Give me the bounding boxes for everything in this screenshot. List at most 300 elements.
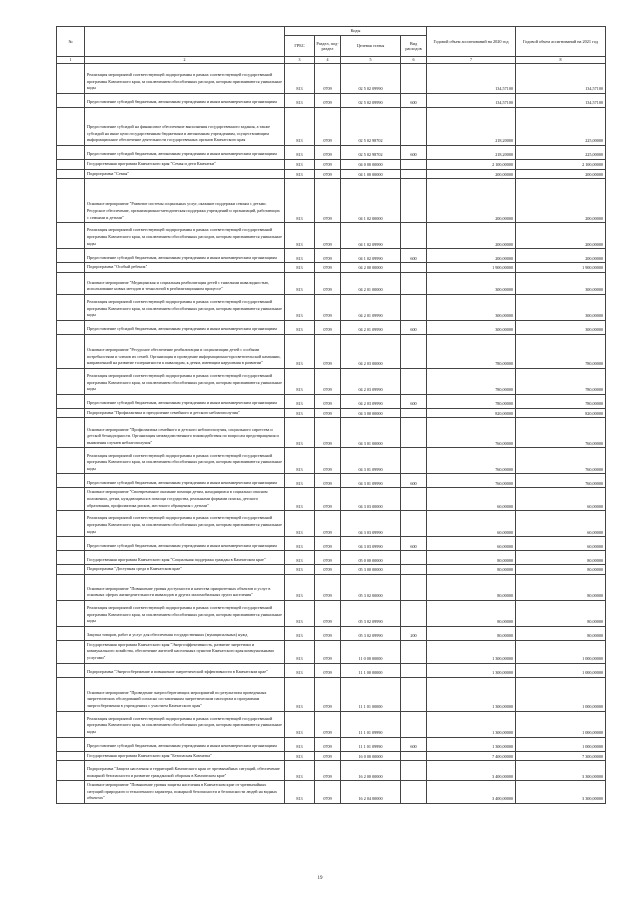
row-section: 0709 xyxy=(315,108,341,146)
row-number xyxy=(57,677,85,711)
row-vid: 600 xyxy=(401,320,427,334)
row-vid: 600 xyxy=(401,394,427,408)
row-section: 0709 xyxy=(315,146,341,160)
row-sum-2020: 134,57100 xyxy=(427,64,516,94)
row-name: Основное мероприятие "Своевременное оказание помощи детям, находящимся в социально опасном положении, детям, нуждающимся в помощи государства, реальными формами поиска, детского образования, профилактика рисков, жестокого обращения с детьми" xyxy=(85,488,285,511)
row-grbs: 813 xyxy=(285,294,315,320)
row-sum-2020: 80,00000 xyxy=(427,574,516,600)
table-row xyxy=(57,781,606,804)
table-row xyxy=(57,108,606,146)
row-grbs: 813 xyxy=(285,223,315,249)
row-article: 04 1 02 09990 xyxy=(341,249,401,263)
column-number: 1 xyxy=(57,57,85,64)
column-number: 6 xyxy=(401,57,427,64)
row-sum-2021: 200,00000 xyxy=(516,179,606,223)
row-article: 04 2 01 09990 xyxy=(341,294,401,320)
row-sum-2020: 80,00000 xyxy=(427,600,516,626)
table-row xyxy=(57,294,606,320)
row-section: 0709 xyxy=(315,551,341,565)
row-article: 05 0 00 00000 xyxy=(341,551,401,565)
row-article: 05 3 02 00000 xyxy=(341,574,401,600)
row-vid: 600 xyxy=(401,737,427,751)
row-vid xyxy=(401,169,427,179)
row-name: Государственная программа Камчатского края "Безопасная Камчатка" xyxy=(85,751,285,761)
row-number xyxy=(57,169,85,179)
row-article: 04 3 01 09990 xyxy=(341,448,401,474)
row-section: 0709 xyxy=(315,751,341,761)
row-number xyxy=(57,408,85,418)
row-name: Реализация мероприятий соответствующей подпрограммы в рамках соответствующей государственной программы Камчатского края, за исключением обособленных расходов, которым присваиваются уникальные коды xyxy=(85,511,285,537)
row-number xyxy=(57,179,85,223)
table-row xyxy=(57,551,606,565)
header-sum-2021: Годовой объем ассигнований на 2021 год xyxy=(516,27,606,57)
row-number xyxy=(57,418,85,448)
row-article: 11 1 00 00000 xyxy=(341,663,401,677)
row-vid xyxy=(401,663,427,677)
row-number xyxy=(57,751,85,761)
table-row xyxy=(57,272,606,294)
row-article: 04 3 03 09990 xyxy=(341,511,401,537)
row-name: Реализация мероприятий соответствующей подпрограммы в рамках соответствующей государственной программы Камчатского края, за исключением обособленных расходов, которым присваиваются уникальные коды xyxy=(85,223,285,249)
row-number xyxy=(57,737,85,751)
row-grbs: 813 xyxy=(285,640,315,663)
row-name: Реализация мероприятий соответствующей подпрограммы в рамках соответствующей государственной программы Камчатского края, за исключением обособленных расходов, которым присваиваются уникальные коды xyxy=(85,368,285,394)
row-section: 0709 xyxy=(315,334,341,368)
row-grbs: 813 xyxy=(285,408,315,418)
table-row xyxy=(57,565,606,575)
row-article: 11 0 00 00000 xyxy=(341,640,401,663)
row-sum-2021: 80,00000 xyxy=(516,600,606,626)
row-article: 16 2 00 00000 xyxy=(341,761,401,781)
table-row xyxy=(57,408,606,418)
row-sum-2021: 1 000,00000 xyxy=(516,711,606,737)
row-vid xyxy=(401,781,427,804)
row-sum-2021: 760,00000 xyxy=(516,474,606,488)
table-row xyxy=(57,179,606,223)
table-row xyxy=(57,488,606,511)
row-grbs: 813 xyxy=(285,761,315,781)
table-row xyxy=(57,474,606,488)
row-sum-2020: 60,00000 xyxy=(427,511,516,537)
row-number xyxy=(57,663,85,677)
row-vid xyxy=(401,160,427,170)
row-vid xyxy=(401,418,427,448)
row-sum-2020: 7 400,00000 xyxy=(427,751,516,761)
row-section: 0709 xyxy=(315,368,341,394)
row-article: 04 2 03 09990 xyxy=(341,394,401,408)
row-grbs: 813 xyxy=(285,368,315,394)
row-name: Основное мероприятие "Повышение уровня защиты населения в Камчатском крае от чрезвычайных ситуаций природного и техногенного характера, пожарной безопасности и безопасности людей на водных объектах" xyxy=(85,781,285,804)
row-name: Основное мероприятие "Развитие системы социальных услуг, оказание поддержки семьям с детьми. Ресурсное обеспечение, организационно-методическая поддержка учреждений и организаций, работающих с семьями и детьми" xyxy=(85,179,285,223)
row-sum-2021: 1 000,00000 xyxy=(516,737,606,751)
row-number xyxy=(57,263,85,273)
row-sum-2021: 225,00000 xyxy=(516,146,606,160)
table-row xyxy=(57,169,606,179)
row-sum-2020: 3 400,00000 xyxy=(427,761,516,781)
row-name: Реализация мероприятий соответствующей подпрограммы в рамках соответствующей государственной программы Камчатского края, за исключением обособленных расходов, которым присваиваются уникальные коды xyxy=(85,711,285,737)
table-row xyxy=(57,263,606,273)
row-article: 04 3 03 00000 xyxy=(341,488,401,511)
row-sum-2021: 134,57100 xyxy=(516,94,606,108)
row-grbs: 813 xyxy=(285,737,315,751)
row-sum-2020: 300,00000 xyxy=(427,272,516,294)
header-grbs: ГРБС xyxy=(285,36,315,57)
row-vid xyxy=(401,677,427,711)
table-row xyxy=(57,223,606,249)
row-grbs: 813 xyxy=(285,179,315,223)
row-grbs: 813 xyxy=(285,600,315,626)
row-grbs: 813 xyxy=(285,108,315,146)
row-number xyxy=(57,368,85,394)
row-vid xyxy=(401,179,427,223)
row-number xyxy=(57,640,85,663)
table-row xyxy=(57,761,606,781)
row-article: 11 1 01 00000 xyxy=(341,677,401,711)
row-sum-2020: 200,00000 xyxy=(427,249,516,263)
row-name: Государственная программа Камчатского края "Энергоэффективность, развитие энергетики и коммунального хозяйства, обеспечение жителей населенных пунктов Камчатского края коммунальными услугами" xyxy=(85,640,285,663)
row-vid xyxy=(401,574,427,600)
row-grbs: 813 xyxy=(285,448,315,474)
row-grbs: 813 xyxy=(285,565,315,575)
row-number xyxy=(57,711,85,737)
table-row xyxy=(57,751,606,761)
row-sum-2020: 760,00000 xyxy=(427,474,516,488)
row-sum-2021: 1 000,00000 xyxy=(516,677,606,711)
row-number xyxy=(57,64,85,94)
row-vid xyxy=(401,294,427,320)
row-article: 16 2 04 00000 xyxy=(341,781,401,804)
row-name: Предоставление субсидий на финансовое обеспечение выполнения государственного задания, а также субсидий на иные цели государственным бюджетным и автономным учреждениям, осуществляющим информационное обеспечение деятельности государственных органов Камчатского края xyxy=(85,108,285,146)
budget-table-sheet xyxy=(56,26,605,804)
row-article: 02 5 02 98702 xyxy=(341,146,401,160)
row-number xyxy=(57,511,85,537)
table-row xyxy=(57,94,606,108)
row-vid: 600 xyxy=(401,146,427,160)
budget-table xyxy=(56,26,606,804)
row-article: 04 1 02 00000 xyxy=(341,179,401,223)
row-sum-2021: 225,00000 xyxy=(516,108,606,146)
row-article: 04 3 01 09990 xyxy=(341,474,401,488)
row-sum-2021: 1 000,00000 xyxy=(516,640,606,663)
row-section: 0709 xyxy=(315,781,341,804)
row-name: Государственная программа Камчатского края "Социальная поддержка граждан в Камчатском крае" xyxy=(85,551,285,565)
row-sum-2020: 134,57100 xyxy=(427,94,516,108)
row-section: 0709 xyxy=(315,640,341,663)
header-name xyxy=(85,27,285,57)
row-article: 04 3 01 00000 xyxy=(341,418,401,448)
row-sum-2020: 1 300,00000 xyxy=(427,663,516,677)
row-article: 11 1 01 09990 xyxy=(341,711,401,737)
row-sum-2020: 820,00000 xyxy=(427,408,516,418)
header-article: Целевая статья xyxy=(341,36,401,57)
row-sum-2021: 200,00000 xyxy=(516,249,606,263)
row-sum-2021: 80,00000 xyxy=(516,626,606,640)
row-vid xyxy=(401,448,427,474)
row-sum-2020: 200,00000 xyxy=(427,179,516,223)
row-sum-2020: 2 100,00000 xyxy=(427,160,516,170)
row-sum-2021: 3 300,00000 xyxy=(516,781,606,804)
row-sum-2020: 1 300,00000 xyxy=(427,737,516,751)
row-article: 04 1 00 00000 xyxy=(341,169,401,179)
row-sum-2020: 300,00000 xyxy=(427,294,516,320)
row-grbs: 813 xyxy=(285,574,315,600)
row-number xyxy=(57,565,85,575)
row-sum-2020: 60,00000 xyxy=(427,537,516,551)
row-name: Предоставление субсидий бюджетным, автономным учреждениям и иным некоммерческим организациям xyxy=(85,94,285,108)
row-number xyxy=(57,448,85,474)
row-vid xyxy=(401,408,427,418)
row-name: Предоставление субсидий бюджетным, автономным учреждениям и иным некоммерческим организациям xyxy=(85,474,285,488)
row-sum-2021: 60,00000 xyxy=(516,511,606,537)
row-name: Подпрограмма "Защита населения и территорий Камчатского края от чрезвычайных ситуаций, обеспечение пожарной безопасности и развитие гражданской обороны в Камчатском крае" xyxy=(85,761,285,781)
row-sum-2021: 760,00000 xyxy=(516,418,606,448)
row-section: 0709 xyxy=(315,448,341,474)
row-name: Предоставление субсидий бюджетным, автономным учреждениям и иным некоммерческим организациям xyxy=(85,394,285,408)
row-number xyxy=(57,574,85,600)
row-vid xyxy=(401,263,427,273)
row-name: Закупка товаров, работ и услуг для обеспечения государственных (муниципальных) нужд xyxy=(85,626,285,640)
column-number: 7 xyxy=(427,57,516,64)
column-number: 5 xyxy=(341,57,401,64)
row-vid xyxy=(401,223,427,249)
row-sum-2021: 200,00000 xyxy=(516,169,606,179)
row-vid xyxy=(401,334,427,368)
row-sum-2020: 1 900,00000 xyxy=(427,263,516,273)
row-vid: 600 xyxy=(401,537,427,551)
table-row xyxy=(57,394,606,408)
table-row xyxy=(57,146,606,160)
row-number xyxy=(57,223,85,249)
row-sum-2021: 820,00000 xyxy=(516,408,606,418)
row-article: 02 5 02 09990 xyxy=(341,64,401,94)
row-grbs: 813 xyxy=(285,677,315,711)
row-vid xyxy=(401,272,427,294)
row-article: 11 1 01 09990 xyxy=(341,737,401,751)
row-sum-2021: 300,00000 xyxy=(516,294,606,320)
table-row xyxy=(57,448,606,474)
row-section: 0709 xyxy=(315,626,341,640)
row-sum-2021: 780,00000 xyxy=(516,368,606,394)
row-sum-2021: 60,00000 xyxy=(516,488,606,511)
row-article: 04 0 00 00000 xyxy=(341,160,401,170)
row-sum-2020: 780,00000 xyxy=(427,394,516,408)
row-section: 0709 xyxy=(315,408,341,418)
row-number xyxy=(57,249,85,263)
row-name: Предоставление субсидий бюджетным, автономным учреждениям и иным некоммерческим организациям xyxy=(85,146,285,160)
header-sum-2020: Годовой объем ассигнований на 2020 год xyxy=(427,27,516,57)
row-sum-2021: 780,00000 xyxy=(516,334,606,368)
table-row xyxy=(57,574,606,600)
table-row xyxy=(57,640,606,663)
table-row xyxy=(57,511,606,537)
table-row xyxy=(57,334,606,368)
row-sum-2021: 300,00000 xyxy=(516,320,606,334)
row-vid: 600 xyxy=(401,94,427,108)
row-vid: 600 xyxy=(401,249,427,263)
row-name: Реализация мероприятий соответствующей подпрограммы в рамках соответствующей государственной программы Камчатского края, за исключением обособленных расходов, которым присваиваются уникальные коды xyxy=(85,64,285,94)
row-grbs: 813 xyxy=(285,394,315,408)
row-name: Основное мероприятие "Повышение уровня доступности и качества приоритетных объектов и услуг в основных сферах жизнедеятельности инвалидов и других маломобильных групп населения" xyxy=(85,574,285,600)
table-row xyxy=(57,160,606,170)
row-article: 16 0 00 00000 xyxy=(341,751,401,761)
row-number xyxy=(57,334,85,368)
row-article: 04 1 02 09990 xyxy=(341,223,401,249)
header-vid: Вид расходов xyxy=(401,36,427,57)
row-sum-2020: 60,00000 xyxy=(427,488,516,511)
row-sum-2020: 1 300,00000 xyxy=(427,711,516,737)
row-number xyxy=(57,94,85,108)
row-name: Подпрограмма "Энергосбережение и повышение энергетической эффективности в Камчатском крае" xyxy=(85,663,285,677)
row-sum-2020: 300,00000 xyxy=(427,320,516,334)
row-section: 0709 xyxy=(315,64,341,94)
row-grbs: 813 xyxy=(285,64,315,94)
row-section: 0709 xyxy=(315,537,341,551)
row-article: 05 3 02 09990 xyxy=(341,626,401,640)
row-name: Подпрограмма "Семья" xyxy=(85,169,285,179)
row-vid xyxy=(401,551,427,565)
row-section: 0709 xyxy=(315,677,341,711)
row-sum-2021: 3 300,00000 xyxy=(516,761,606,781)
row-grbs: 813 xyxy=(285,663,315,677)
row-vid xyxy=(401,108,427,146)
row-number xyxy=(57,488,85,511)
row-sum-2020: 780,00000 xyxy=(427,334,516,368)
row-name: Основное мероприятие "Ресурсное обеспечение реабилитации и социализации детей с особыми потребностями и членов их семей. Организация и проведение информационно-просветительской кампании, направленной на развитие толерантности к инвалидам, к детям, имеющим нарушения в развитии" xyxy=(85,334,285,368)
row-grbs: 813 xyxy=(285,334,315,368)
row-sum-2020: 1 300,00000 xyxy=(427,640,516,663)
row-sum-2021: 1 000,00000 xyxy=(516,663,606,677)
table-row xyxy=(57,537,606,551)
row-vid: 600 xyxy=(401,474,427,488)
row-sum-2021: 760,00000 xyxy=(516,448,606,474)
row-name: Реализация мероприятий соответствующей подпрограммы в рамках соответствующей государственной программы Камчатского края, за исключением обособленных расходов, которым присваиваются уникальные коды xyxy=(85,294,285,320)
row-section: 0709 xyxy=(315,761,341,781)
row-grbs: 813 xyxy=(285,511,315,537)
row-number xyxy=(57,294,85,320)
row-grbs: 813 xyxy=(285,272,315,294)
row-number xyxy=(57,272,85,294)
row-name: Подпрограмма "Доступная среда в Камчатском крае" xyxy=(85,565,285,575)
row-sum-2020: 780,00000 xyxy=(427,368,516,394)
row-name: Предоставление субсидий бюджетным, автономным учреждениям и иным некоммерческим организациям xyxy=(85,320,285,334)
row-sum-2020: 1 300,00000 xyxy=(427,677,516,711)
row-number xyxy=(57,146,85,160)
row-number xyxy=(57,394,85,408)
row-sum-2021: 780,00000 xyxy=(516,394,606,408)
table-row xyxy=(57,418,606,448)
row-grbs: 813 xyxy=(285,249,315,263)
row-section: 0709 xyxy=(315,263,341,273)
row-vid xyxy=(401,368,427,394)
row-vid xyxy=(401,751,427,761)
row-article: 04 2 03 09990 xyxy=(341,368,401,394)
row-grbs: 813 xyxy=(285,146,315,160)
table-row xyxy=(57,663,606,677)
row-number xyxy=(57,320,85,334)
row-sum-2021: 80,00000 xyxy=(516,565,606,575)
row-name: Предоставление субсидий бюджетным, автономным учреждениям и иным некоммерческим организациям xyxy=(85,537,285,551)
row-sum-2020: 760,00000 xyxy=(427,448,516,474)
row-sum-2021: 80,00000 xyxy=(516,551,606,565)
row-vid xyxy=(401,64,427,94)
row-article: 04 2 00 00000 xyxy=(341,263,401,273)
row-sum-2021: 134,57100 xyxy=(516,64,606,94)
row-section: 0709 xyxy=(315,169,341,179)
row-sum-2021: 1 900,00000 xyxy=(516,263,606,273)
table-row xyxy=(57,368,606,394)
table-row xyxy=(57,64,606,94)
row-article: 02 5 02 09990 xyxy=(341,94,401,108)
row-grbs: 813 xyxy=(285,781,315,804)
row-article: 04 2 03 00000 xyxy=(341,334,401,368)
row-section: 0709 xyxy=(315,223,341,249)
row-grbs: 813 xyxy=(285,160,315,170)
row-sum-2020: 80,00000 xyxy=(427,551,516,565)
row-name: Предоставление субсидий бюджетным, автономным учреждениям и иным некоммерческим организациям xyxy=(85,249,285,263)
row-article: 05 3 02 09990 xyxy=(341,600,401,626)
row-name: Реализация мероприятий соответствующей подпрограммы в рамках соответствующей государственной программы Камчатского края, за исключением обособленных расходов, которым присваиваются уникальные коды xyxy=(85,448,285,474)
row-section: 0709 xyxy=(315,474,341,488)
row-number xyxy=(57,474,85,488)
header-codes-group: Коды xyxy=(285,27,427,36)
row-section: 0709 xyxy=(315,600,341,626)
row-name: Государственная программа Камчатского края "Семья и дети Камчатки" xyxy=(85,160,285,170)
row-number xyxy=(57,761,85,781)
row-section: 0709 xyxy=(315,94,341,108)
row-section: 0709 xyxy=(315,574,341,600)
column-number: 3 xyxy=(285,57,315,64)
row-section: 0709 xyxy=(315,418,341,448)
row-sum-2020: 218,20000 xyxy=(427,146,516,160)
column-number: 8 xyxy=(516,57,606,64)
table-row xyxy=(57,711,606,737)
row-sum-2020: 200,00000 xyxy=(427,169,516,179)
row-number xyxy=(57,108,85,146)
row-sum-2020: 3 400,00000 xyxy=(427,781,516,804)
row-vid xyxy=(401,511,427,537)
row-section: 0709 xyxy=(315,249,341,263)
row-section: 0709 xyxy=(315,511,341,537)
row-section: 0709 xyxy=(315,488,341,511)
row-section: 0709 xyxy=(315,179,341,223)
row-grbs: 813 xyxy=(285,418,315,448)
row-vid xyxy=(401,761,427,781)
table-row xyxy=(57,677,606,711)
row-vid xyxy=(401,640,427,663)
table-row xyxy=(57,626,606,640)
header-section: Раздел, под-раздел xyxy=(315,36,341,57)
row-section: 0709 xyxy=(315,663,341,677)
row-grbs: 813 xyxy=(285,263,315,273)
column-number: 2 xyxy=(85,57,285,64)
row-sum-2020: 218,20000 xyxy=(427,108,516,146)
row-section: 0709 xyxy=(315,294,341,320)
row-vid xyxy=(401,600,427,626)
row-number xyxy=(57,160,85,170)
row-section: 0709 xyxy=(315,711,341,737)
row-vid xyxy=(401,565,427,575)
row-grbs: 813 xyxy=(285,711,315,737)
table-row xyxy=(57,320,606,334)
row-section: 0709 xyxy=(315,565,341,575)
row-vid xyxy=(401,488,427,511)
header-num: № xyxy=(57,27,85,57)
row-grbs: 813 xyxy=(285,169,315,179)
row-name: Подпрограмма "Особый ребенок" xyxy=(85,263,285,273)
row-number xyxy=(57,551,85,565)
row-section: 0709 xyxy=(315,737,341,751)
page-number: 19 xyxy=(317,876,323,881)
